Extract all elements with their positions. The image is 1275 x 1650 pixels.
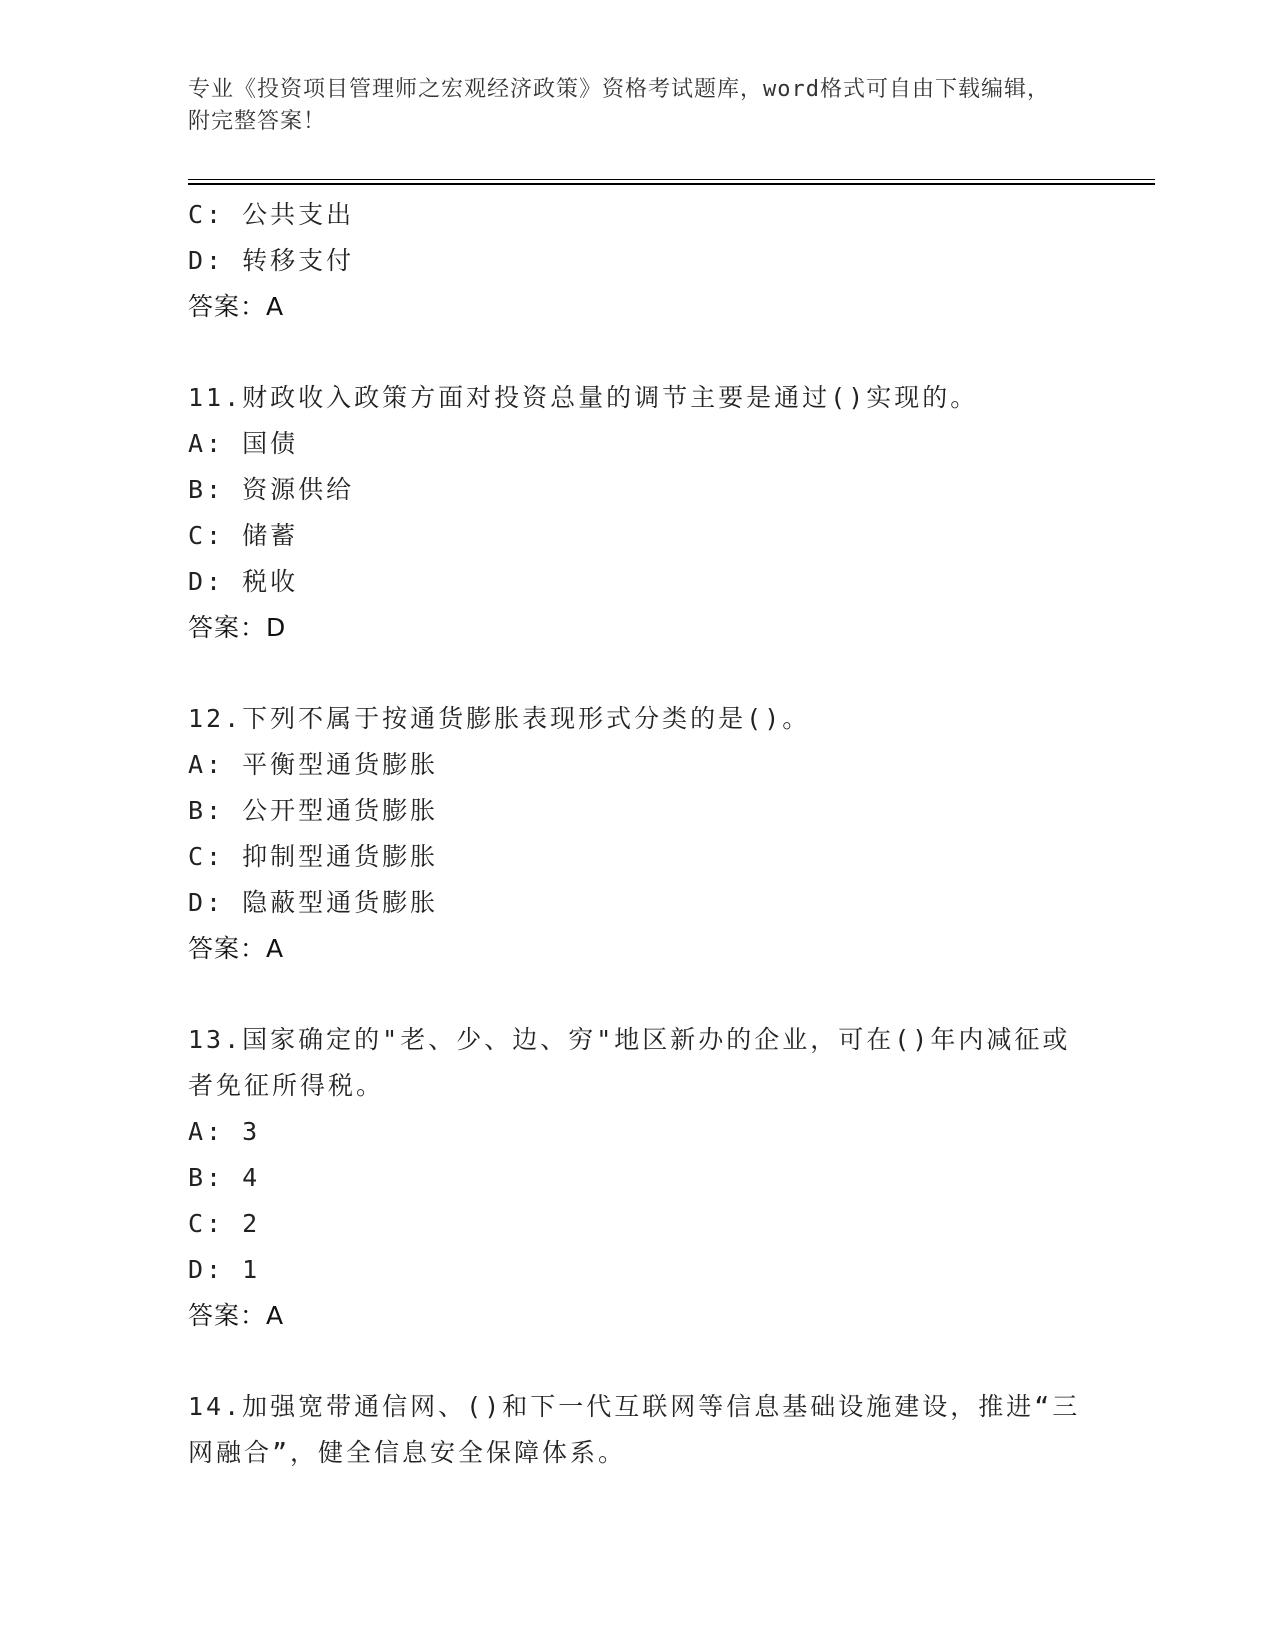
question-text: 13.国家确定的"老、少、边、穷"地区新办的企业，可在()年内减征或者免征所得税。 bbox=[188, 1025, 1071, 1100]
question-block-10 bbox=[188, 192, 1088, 330]
option-d: D: 1 bbox=[188, 1255, 261, 1284]
option-c: C: 储蓄 bbox=[188, 521, 299, 550]
answer-line: 答案：D bbox=[188, 613, 287, 642]
question-text: 12.下列不属于按通货膨胀表现形式分类的是()。 bbox=[188, 704, 811, 733]
option-b: B: 公开型通货膨胀 bbox=[188, 796, 439, 825]
question-text: 11.财政收入政策方面对投资总量的调节主要是通过()实现的。 bbox=[188, 383, 979, 412]
option-b: B: 资源供给 bbox=[188, 475, 355, 504]
header-rule-thin bbox=[188, 179, 1155, 180]
question-block-13 bbox=[188, 1017, 1088, 1339]
question-block-14 bbox=[188, 1384, 1088, 1476]
option-c: C: 公共支出 bbox=[188, 200, 355, 229]
question-block-12 bbox=[188, 696, 1088, 972]
document-header: 专业《投资项目管理师之宏观经济政策》资格考试题库，word格式可自由下载编辑，附完整答案！ bbox=[188, 77, 1050, 134]
answer-line: 答案：A bbox=[188, 934, 285, 963]
option-b: B: 4 bbox=[188, 1163, 261, 1192]
question-block-11 bbox=[188, 375, 1088, 651]
question-text: 14.加强宽带通信网、()和下一代互联网等信息基础设施建设，推进“三网融合”，健全信息安全保障体系。 bbox=[188, 1392, 1081, 1467]
option-d: D: 税收 bbox=[188, 567, 299, 596]
option-c: C: 2 bbox=[188, 1209, 261, 1238]
answer-line: 答案：A bbox=[188, 292, 285, 321]
option-a: A: 国债 bbox=[188, 429, 299, 458]
option-a: A: 3 bbox=[188, 1117, 261, 1146]
question-list bbox=[188, 192, 1088, 1476]
question-gap bbox=[188, 972, 1088, 1017]
question-gap bbox=[188, 651, 1088, 696]
option-c: C: 抑制型通货膨胀 bbox=[188, 842, 439, 871]
option-d: D: 转移支付 bbox=[188, 246, 355, 275]
question-gap bbox=[188, 330, 1088, 375]
answer-line: 答案：A bbox=[188, 1301, 285, 1330]
question-gap bbox=[188, 1339, 1088, 1384]
option-d: D: 隐蔽型通货膨胀 bbox=[188, 888, 439, 917]
header-rule-thick bbox=[188, 183, 1155, 185]
option-a: A: 平衡型通货膨胀 bbox=[188, 750, 439, 779]
